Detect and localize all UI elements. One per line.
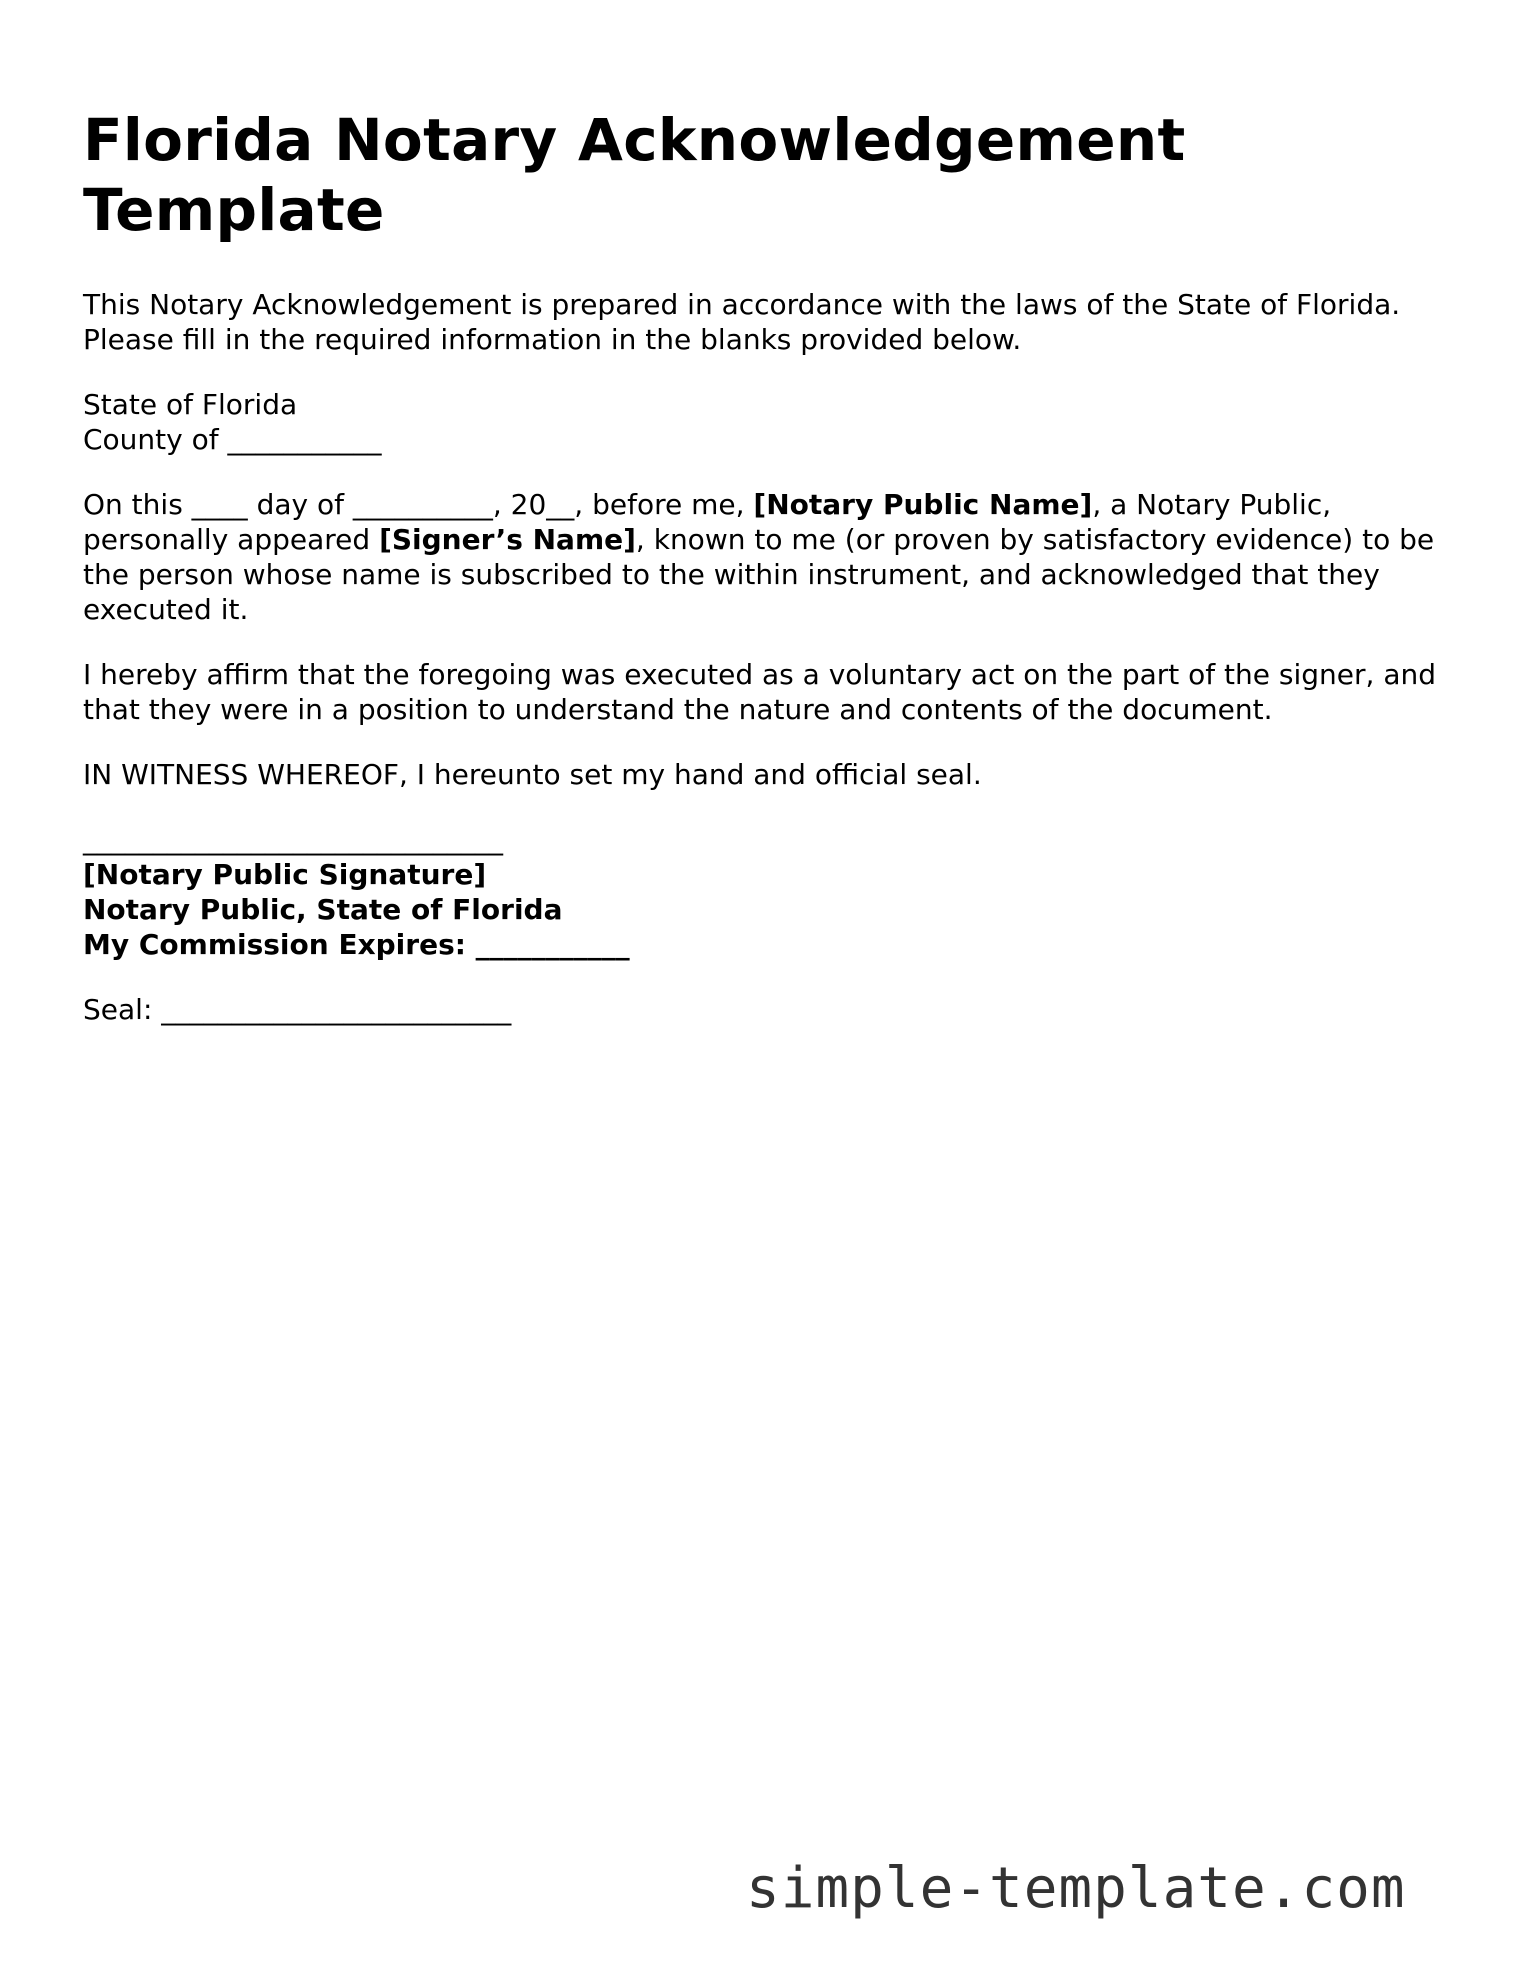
- acknowledgement-part-2: , a Notary Public, personally appeared: [83, 488, 1332, 556]
- signature-line: ______________________________: [83, 823, 503, 856]
- document-page: [83, 105, 1453, 1027]
- state-line: State of Florida: [83, 388, 298, 421]
- county-line: County of ___________: [83, 423, 382, 456]
- acknowledgement-part-3: , known to me (or proven by satisfactory evidence) to be the person whose name is subscribed to the within instrument, and acknowledged that they executed it.: [83, 523, 1435, 626]
- acknowledgement-part-1: On this ____ day of __________, 20__, before me,: [83, 488, 754, 521]
- affirmation-paragraph: I hereby affirm that the foregoing was executed as a voluntary act on the part of the signer, and that they were in a position to understand the nature and contents of the document.: [83, 658, 1437, 726]
- venue-block: [83, 387, 1453, 457]
- signature-block: [83, 822, 1453, 962]
- footer-brand: simple-template.com: [746, 1856, 1406, 1921]
- signer-name-placeholder: [Signer’s Name]: [379, 523, 636, 556]
- notary-title: Notary Public, State of Florida: [83, 893, 563, 926]
- commission-expires: My Commission Expires: ___________: [83, 928, 630, 961]
- signature-label: [Notary Public Signature]: [83, 858, 487, 891]
- witness-paragraph: IN WITNESS WHEREOF, I hereunto set my hand and official seal.: [83, 758, 982, 791]
- acknowledgement-paragraph: [83, 487, 1453, 627]
- document-title: Florida Notary Acknowledgement Template: [83, 106, 1186, 244]
- seal-line: Seal: _________________________: [83, 993, 512, 1026]
- intro-paragraph: This Notary Acknowledgement is prepared in accordance with the laws of the State of Florida. Please fill in the required information in the blanks provided below.: [83, 288, 1401, 356]
- notary-name-placeholder: [Notary Public Name]: [753, 488, 1093, 521]
